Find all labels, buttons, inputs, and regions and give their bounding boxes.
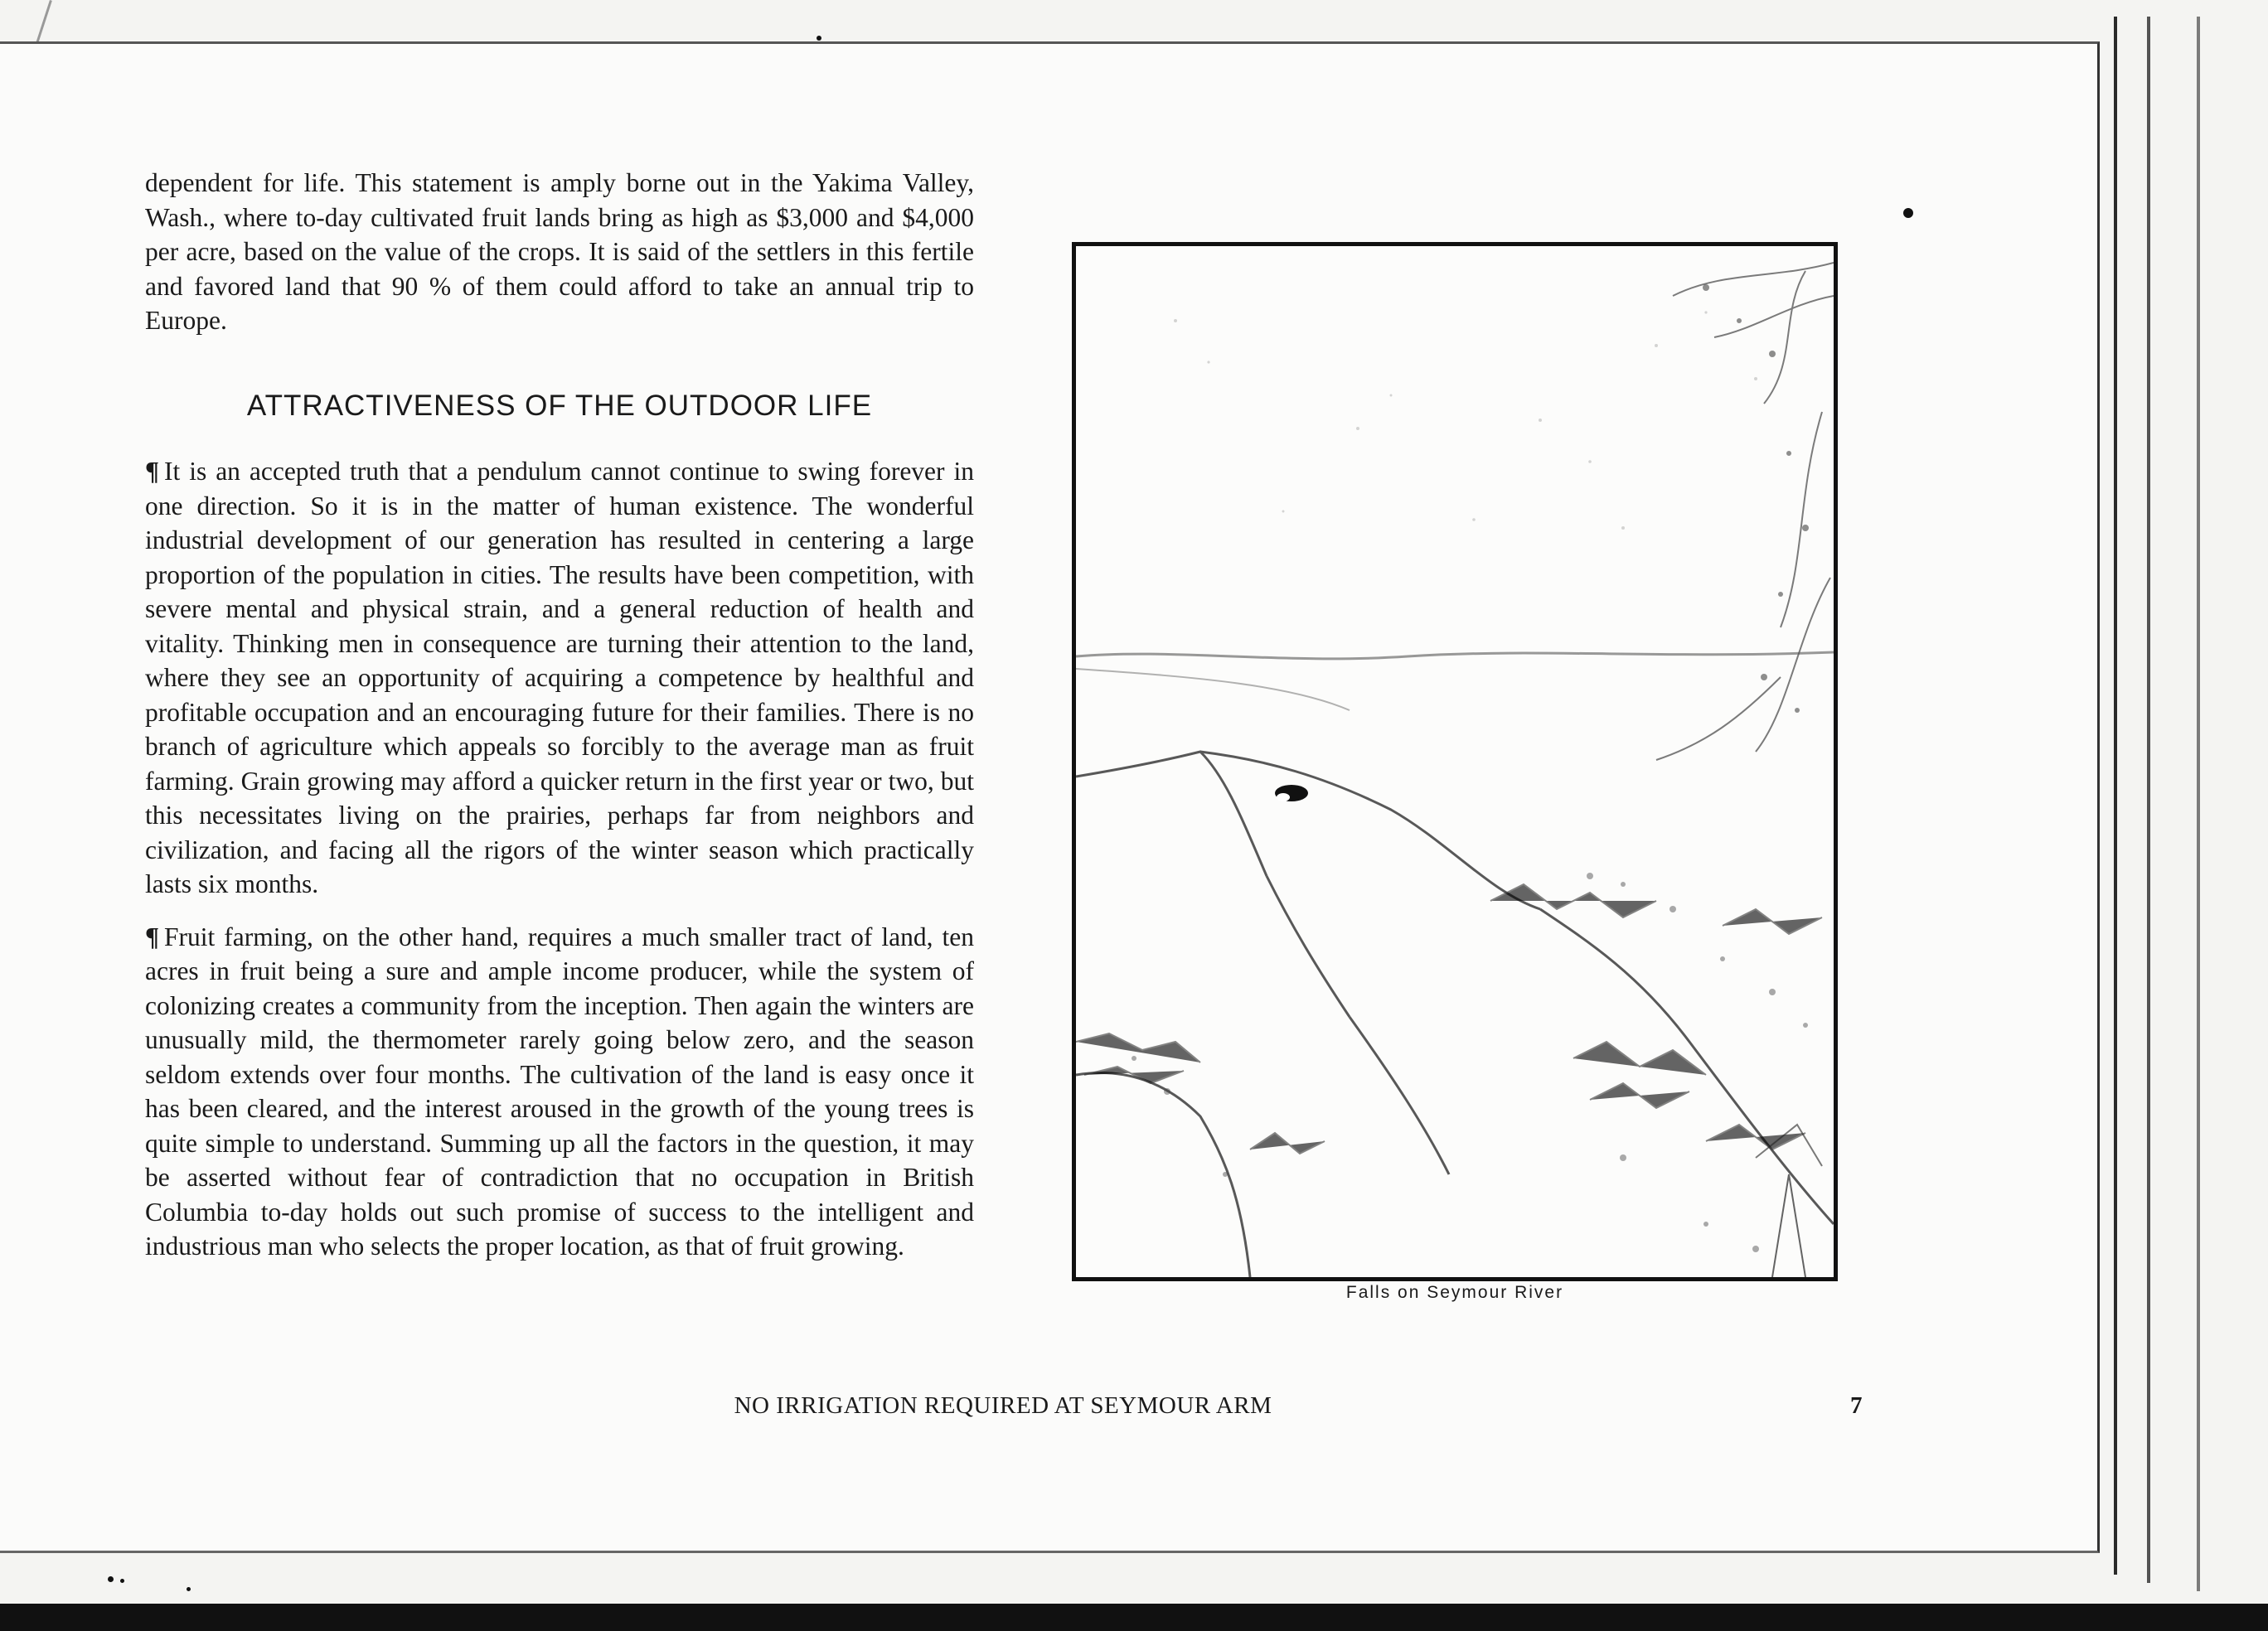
ink-speck [1903, 208, 1913, 218]
paragraph-text: Fruit farming, on the other hand, requires a much smaller tract of land, ten acres in fruit being a sure and ample income producer, while the system of colonizing creates a community from the inception. Then again the winters are unusually mild, the thermometer rarely going below zero, and the season seldom extends over four months. The cultivation of the land is easy once it has been cleared, and the interest aroused in the growth of the young trees is quite simple to understand. Summing up all the factors in the question, it may be asserted without fear of contradiction that no occupation in British Columbia to-day holds out such promise of success to the intelligent and industrious man who selects the proper location, as that of fruit growing. [145, 922, 974, 1261]
body-text [145, 454, 974, 1282]
ink-speck [120, 1579, 124, 1583]
ink-speck [108, 1576, 114, 1582]
paragraph-fruit-farming [145, 920, 974, 1264]
running-footer-title: NO IRRIGATION REQUIRED AT SEYMOUR ARM [734, 1392, 1272, 1419]
waterfall-photo [1076, 246, 1834, 1277]
ink-speck [817, 36, 821, 41]
page-edge [2147, 17, 2150, 1583]
pilcrow-mark: ¶ [145, 922, 160, 951]
page-number: 7 [1850, 1392, 1863, 1419]
page-edge [2197, 17, 2200, 1591]
paragraph-text: It is an accepted truth that a pendulum cannot continue to swing forever in one direction. So it is in the matter of human existence. The wonderful industrial development of our generation has resulted in centering a large proportion of the population in cities. The results have been competition, with severe mental and physical strain, and a general reduction of health and vitality. Thinking men in consequence are turning their attention to the land, where they see an opportunity of acquiring a competence by healthful and profitable occupation and an encouraging future for their families. There is no branch of agriculture which appeals so forcibly to the average man as fruit farming. Grain growing may afford a quicker return in the first year or two, but this necessitates living on the prairies, perhaps far from neighbors and civilization, and facing all the rigors of the winter season which practically lasts six months. [145, 457, 974, 898]
photo-falls-seymour-river [1072, 242, 1838, 1281]
intro-paragraph: dependent for life. This statement is amply borne out in the Yakima Valley, Wash., where to-day cultivated fruit lands bring as high as $3,000 and $4,000 per acre, based on the value of the crops. It is said of the settlers in this fertile and favored land that 90 % of them could afford to take an annual trip to Europe. [145, 168, 974, 335]
ink-speck [187, 1587, 191, 1591]
scan-bottom-shadow [0, 1604, 2268, 1631]
section-heading: ATTRACTIVENESS OF THE OUTDOOR LIFE [246, 390, 873, 422]
intro-text [145, 166, 974, 338]
pilcrow-mark: ¶ [145, 457, 160, 486]
figure-caption: Falls on Seymour River [1345, 1283, 1564, 1302]
paragraph-pendulum [145, 454, 974, 902]
page-edge [2114, 17, 2117, 1575]
